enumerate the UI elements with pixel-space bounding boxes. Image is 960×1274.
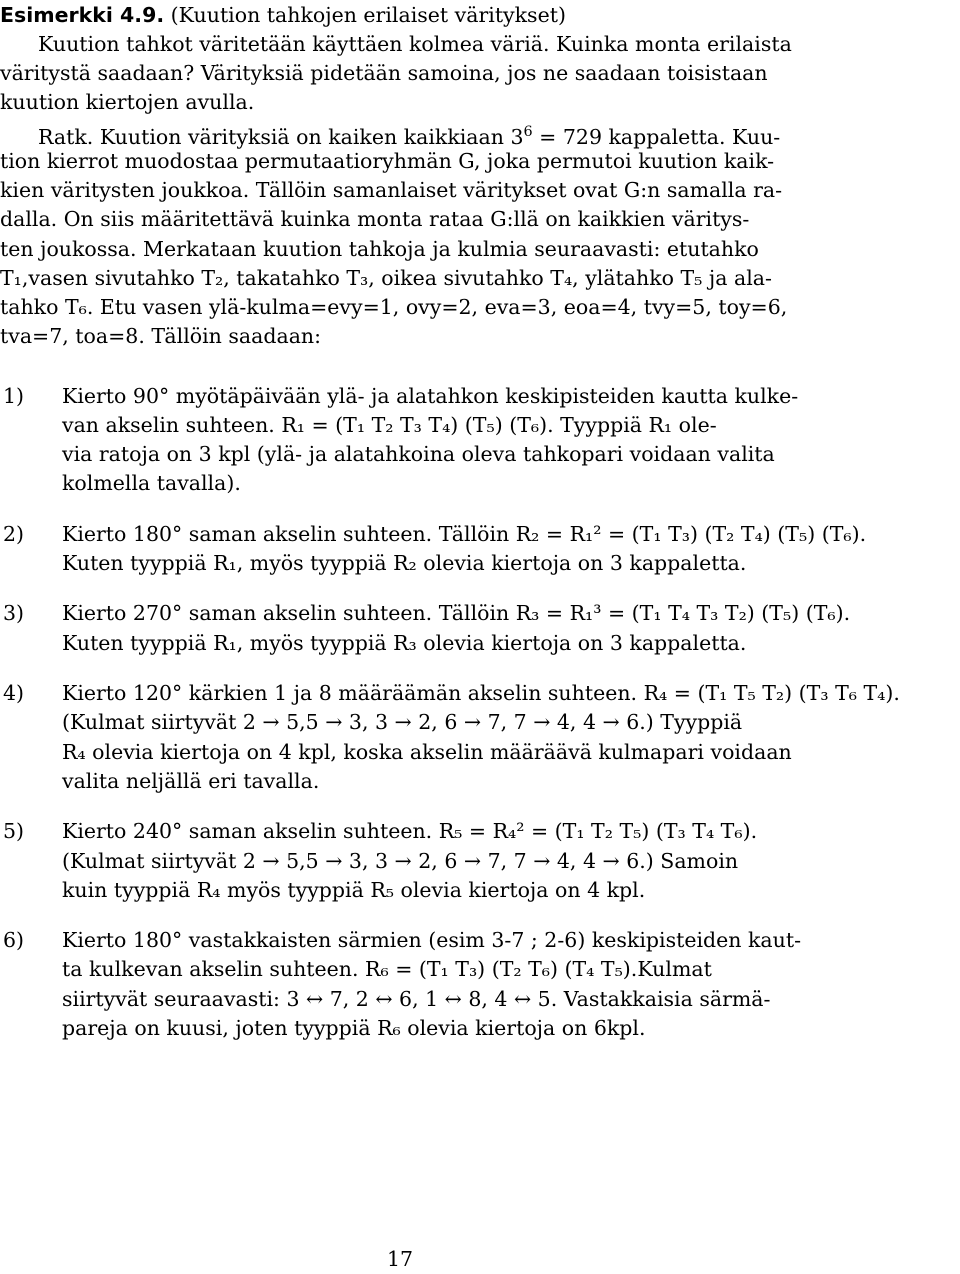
- item-2-line-1: Kierto 180° saman akselin suhteen. Tällöin R₂ = R₁² = (T₁ T₃) (T₂ T₄) (T₅) (T₆).: [62, 522, 867, 546]
- question-line-1: Kuution tahkot väritetään käyttäen kolmea väriä. Kuinka monta erilaista: [38, 32, 792, 56]
- item-6-line-1: Kierto 180° vastakkaisten särmien (esim 3-7 ; 2-6) keskipisteiden kaut-: [62, 928, 802, 952]
- item-5-line-3: kuin tyyppiä R₄ myös tyyppiä R₅ olevia kiertoja on 4 kpl.: [62, 878, 646, 902]
- item-5-line-2: (Kulmat siirtyvät 2 → 5,5 → 3, 3 → 2, 6 → 7, 7 → 4, 4 → 6.) Samoin: [62, 849, 739, 873]
- item-3-line-1: Kierto 270° saman akselin suhteen. Tällöin R₃ = R₁³ = (T₁ T₄ T₃ T₂) (T₅) (T₆).: [62, 601, 851, 625]
- item-number: 5): [3, 819, 25, 843]
- item-number: 2): [3, 522, 25, 546]
- solution-line-1: [38, 117, 780, 147]
- question-line-3: kuution kiertojen avulla.: [0, 90, 255, 114]
- item-3-line-2: Kuten tyyppiä R₁, myös tyyppiä R₃ olevia kiertoja on 3 kappaletta.: [62, 631, 747, 655]
- item-number: 6): [3, 928, 25, 952]
- item-1-line-4: kolmella tavalla).: [62, 471, 241, 495]
- solution-line-1-end: = 729 kappaletta. Kuu-: [532, 124, 781, 149]
- solution-line-1-start: Ratk. Kuution värityksiä on kaiken kaikkiaan 3: [38, 124, 524, 149]
- example-title: (Kuution tahkojen erilaiset väritykset): [170, 3, 566, 27]
- item-6-line-2: ta kulkevan akselin suhteen. R₆ = (T₁ T₃) (T₂ T₆) (T₄ T₅).Kulmat: [62, 957, 712, 981]
- solution-line-2: tion kierrot muodostaa permutaatioryhmän G, joka permutoi kuution kaik-: [0, 149, 775, 173]
- solution-line-4: dalla. On siis määritettävä kuinka monta rataa G:llä on kaikkien väritys-: [0, 207, 750, 231]
- item-number: 3): [3, 601, 25, 625]
- solution-line-5: ten joukossa. Merkataan kuution tahkoja ja kulmia seuraavasti: etutahko: [0, 237, 759, 261]
- item-1-line-3: via ratoja on 3 kpl (ylä- ja alatahkoina oleva tahkopari voidaan valita: [62, 442, 775, 466]
- solution-line-3: kien väritysten joukkoa. Tällöin samanlaiset väritykset ovat G:n samalla ra-: [0, 178, 783, 202]
- solution-exponent: 6: [523, 124, 533, 140]
- item-5-line-1: Kierto 240° saman akselin suhteen. R₅ = R₄² = (T₁ T₂ T₅) (T₃ T₄ T₆).: [62, 819, 758, 843]
- solution-line-7: tahko T₆. Etu vasen ylä-kulma=evy=1, ovy=2, eva=3, eoa=4, tvy=5, toy=6,: [0, 295, 788, 319]
- solution-line-6: T₁,vasen sivutahko T₂, takatahko T₃, oikea sivutahko T₄, ylätahko T₅ ja ala-: [0, 266, 772, 290]
- item-1-line-1: Kierto 90° myötäpäivään ylä- ja alatahkon keskipisteiden kautta kulke-: [62, 384, 799, 408]
- item-6-line-3: siirtyvät seuraavasti: 3 ↔ 7, 2 ↔ 6, 1 ↔ 8, 4 ↔ 5. Vastakkaisia särmä-: [62, 987, 771, 1011]
- item-number: 1): [3, 384, 25, 408]
- example-heading: [0, 0, 566, 30]
- example-label: Esimerkki 4.9.: [0, 3, 165, 27]
- item-4-line-1: Kierto 120° kärkien 1 ja 8 määräämän akselin suhteen. R₄ = (T₁ T₅ T₂) (T₃ T₆ T₄).: [62, 681, 900, 705]
- solution-line-8: tva=7, toa=8. Tällöin saadaan:: [0, 324, 322, 348]
- item-1-line-2: van akselin suhteen. R₁ = (T₁ T₂ T₃ T₄) (T₅) (T₆). Tyyppiä R₁ ole-: [62, 413, 717, 437]
- item-2-line-2: Kuten tyyppiä R₁, myös tyyppiä R₂ olevia kiertoja on 3 kappaletta.: [62, 551, 747, 575]
- item-6-line-4: pareja on kuusi, joten tyyppiä R₆ olevia kiertoja on 6kpl.: [62, 1016, 646, 1040]
- item-4-line-4: valita neljällä eri tavalla.: [62, 769, 320, 793]
- item-4-line-2: (Kulmat siirtyvät 2 → 5,5 → 3, 3 → 2, 6 → 7, 7 → 4, 4 → 6.) Tyyppiä: [62, 710, 743, 734]
- page-number: 17: [386, 1247, 414, 1271]
- item-number: 4): [3, 681, 25, 705]
- question-line-2: väritystä saadaan? Värityksiä pidetään samoina, jos ne saadaan toisistaan: [0, 61, 768, 85]
- item-4-line-3: R₄ olevia kiertoja on 4 kpl, koska akselin määräävä kulmapari voidaan: [62, 740, 792, 764]
